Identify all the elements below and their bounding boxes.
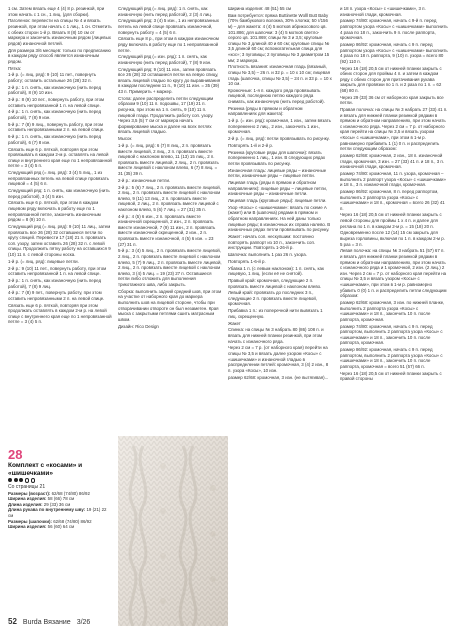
spec-label: Ширина изделия: bbox=[8, 496, 47, 502]
magazine-name: Burda Вязание bbox=[22, 619, 71, 626]
difficulty-dot-filled-icon bbox=[14, 478, 18, 482]
paragraph: Изнаночная гладь: лицевые ряды – изнаночные петли, изнаночные ряды – лицевые петли. bbox=[228, 167, 327, 179]
paragraph: Лицевая гладь (ряды в прямом и обратном направлениях): лицевые ряды – лицевые петли, изнаночные ряды – изнаночные петли. bbox=[228, 180, 328, 197]
model-reference: Со страницы 21 bbox=[8, 483, 46, 490]
paragraph: Следующий ряд (= изн. ряд): 1 п. снять, как изнаночную (нить перед работой), 7 (8) 9 изн. bbox=[118, 54, 212, 65]
difficulty-dot-filled-icon bbox=[19, 478, 23, 482]
paragraph: Следующий ряд (= лиц. ряд): 9 (10) 11 лиц., затем провязать все 26 (28) 32 оставшиеся петли по кругу спицей. Перевести 17 (18) 21 п. провязать соп. узору, затем оставить 26 (28) 32 п. с левой спицы. Продолжить пятку работу на оставшихся 9 (10) 11 п. с левой стороны носка. bbox=[8, 224, 111, 257]
page-number: 52 bbox=[8, 617, 17, 626]
paragraph: 4-й р.: 1 п. снять, как изнаночную (нить перед работой), 7 (8) 9 изн. bbox=[8, 109, 102, 120]
text-column-1 bbox=[8, 6, 112, 444]
spec-value: 19 (21) 22 см bbox=[8, 507, 107, 518]
paragraph: размер 62/68: кромочная, 3 изн. по нижней планке, выполнить 2 раппорта узора «Косы» с «шишечками» и 18 п., закончить 10 п. после раппорта, кромочная. bbox=[340, 299, 445, 322]
paragraph: Мысок bbox=[118, 136, 132, 142]
paragraph: Следующий ряд: 3 (4) 5 изн., 1 из непровязанных петель на левой спице провязать изнаночной, повернуть работу = 4 (5) 6 п. bbox=[118, 18, 219, 35]
spec-value: 56 (60) 64 см bbox=[47, 524, 75, 530]
paragraph: размер 74/80: кромочная, начать с 9 п. перед раппортом, выполнить 2 раппорта узора «Косы» с «шишечками» и 18 п., закончить 10 п. после раппорта, кромочная. bbox=[340, 323, 443, 346]
spec-label: Длина изделия: bbox=[8, 501, 43, 507]
paragraph: Стопа: далее распределить петли следующим образом 9 (10) 11 п. подошвы, 17 (19) 21 п. рисунка, при этом на 1 п. снять, 9 (10) 11 п. лицевой глади. Продолжить работу соп. узору. Через 3,5 (5) 7 см от маркера начать формирование мыска и далее на всех петлях вязать лицевой гладью. bbox=[118, 95, 214, 135]
paragraph: Левая полочка: на спицы № 3 набрать 51 (57) 67 п. и вязать для нижней планки резинкой рядами в прямом и обратном направлениях, при этом начать с изнаночного ряда и 1 кромочной, 2 изн. (2 лиц.) 2 изн. Через 2 см = 7 р. от наборного края перейти на спицы № 3,5 и вязать узором «Косы» с «шишечками», при этом в 1-м р. равномерно убавить 0 (0) 1 п. и распределить петли следующим образом: bbox=[340, 248, 447, 299]
paragraph: 4-й р.: 7 (8) 9 пет., повернуть работу, при этом оставить непровязанными 2 п. на левой спице. bbox=[8, 290, 105, 301]
paragraph: Вам потребуется: пряжа Buttinette Wolll Butt Baby (70% бамбукового волокна, 30% хлопка; 50 г/156 м) – для жакета: 4 (4) 5 мотков абрикосового цв. 101.886; для шапочки: 3 (4) 5 мотков светло-серого цв. 101.869; спицы № 3 и 3,5; круговые спицы № 3 длиной 40 и 60 см; круговые спицы № 3,5 длиной 60 см; вспомогательная спица для «кос»; 3 пуговицы; 2 пуговицы № 3 диаметром 15 мм; 2 маркера. bbox=[228, 12, 330, 63]
paragraph: размер 74/80: кромочная, 11 п. узора, кромочная – выполнить 2 раппорт узора «Косы» с «шишечками» и 18 п., 3 п. изнаночной глади, кромочная. bbox=[340, 170, 446, 188]
model-header bbox=[8, 448, 112, 530]
paragraph: Спинка: на спицы № 3 набрать 80 (86) 108 п. и вязать для нижней планки резинкой, при этом начать с изнаночного ряда. bbox=[228, 327, 324, 344]
paragraph: 1-й р. (= лиц. ряд): 6 (7) 8 лиц., 2 п. провязать вместе лицевой, 2 лиц., 2 п. провязать вместе лицевой с наклоном влево, 11 (13) 15 лиц., 2 п. провязать вместе лицевой, 2 лиц., 2 п. провязать вместе лицевой с наклоном влево, 6 (7) 8 лиц. = 31 (35) 39 п. bbox=[118, 142, 219, 176]
paragraph: 4-й р.: 4 (5) 6 изн., 2 п. провязать вместе изнаночной скрещенной, 2 изн., 2 п. провязать вместе изнаночной, 7 (9) 11 изн., 2 п. провязать вместе изнаночной скрещенной, 2 изн., 2 п. провязать вместе изнаночной, 4 (5) 6 изн. = 23 (27) 31 п. bbox=[118, 213, 216, 247]
spec-value: 62/68 (74/80) 86/92 bbox=[51, 490, 90, 496]
issue-number: 3/26 bbox=[76, 619, 91, 626]
paragraph: Правая полочка: на спицы № 3 набрать 27 (33) 41 п. и вязать для нижней планки резинкой рядами в прямом и обратном направлениях, при этом начать с изнаночного ряда. Через 2 см = 7 р. от наборного края перейти на спицы № 3,5 и вязать узором «Косы» с «шишечками», при этом в 1-м р. равномерно прибавить 1 (1) 0 п. и распределить петли следующим образом: bbox=[340, 107, 448, 152]
spec-line bbox=[8, 507, 112, 518]
paragraph: 1 см. Затем вязать еще 4 (4) 8 р. резинкой, при этом начать с 1 сн., 1 лиц. (для сборки). bbox=[8, 6, 105, 17]
paragraph: Левый край: провязать до последних 3 п., следующие 2 п. провязать вместе лицевой, кромочная. bbox=[228, 290, 318, 307]
model-title: Комплект с «косами» и «шишечками» bbox=[8, 462, 83, 477]
paragraph: Связать еще 6 р. пяткой, при этом в каждом лицевом ряду включать в работу еще по 1 непровязанной петле, закончить изнаночным рядом = 8 (9) 10 п. bbox=[8, 200, 101, 223]
paragraph: размер 86/92: кромочная, начать с 9 п. перед раппортом, выполнить 2 раппорта узора «Косы» с «шишечками» и 18 п., закончить 10 п. после раппорта, кромочная = всего 51 (57) 66 п. bbox=[340, 347, 443, 369]
paragraph: Через 29 (33) 36 см от наборного края закрыть все петли. bbox=[340, 94, 444, 106]
knit-photo-illustration bbox=[118, 436, 228, 626]
paragraph: Повторять 1-6-й р. bbox=[228, 258, 266, 264]
paragraph: размер 86/92: кромочная, 8 п. перед раппортом, выполнить 2 раппорта узора «Косы» с «шишечками» и 18 п., кромочная = всего 26 (32) 41 п. bbox=[340, 188, 445, 211]
paragraph: 3-й р.: 5 (6) 7 лиц., 2 п. провязать вместе лицевой, 2 лиц., 2 п. провязать вместе лицевой с наклоном влево, 9 (11) 13 лиц., 2 п. провязать вместе лицевой, 2 лиц., 2 п. провязать вместе лицевой с наклоном влево, 5 (6) 7 лиц. = 27 (31) 35 п. bbox=[118, 184, 221, 212]
paragraph: Через 16 (18) 20,5 см от нижней планки закрыть с правой стороны bbox=[340, 370, 442, 382]
spec-value: 58 (66) 78 см bbox=[47, 496, 75, 502]
paragraph: 1-й р. (= лиц. ряд): лицевые петли. bbox=[8, 258, 79, 264]
paragraph: Одновременно после 12 (14) 15 см закрыть для выреза горловины, включая по 1 п. в каждом 2-м р. 5 раз = 3 п. bbox=[340, 230, 445, 247]
paragraph: размер 62/68: кромочная, 3 изн. (не вытягивая)... bbox=[228, 374, 329, 380]
paragraph: размер 74/80: кромочная, начать с 9-й п. перед раппортом узора «Косы» с «шишечками» выполнить 4 раза по 18 п., закончить 9 п. после раппорта, кромочная. bbox=[340, 18, 448, 41]
paragraph: 1-й р. (= изн. ряд): кромочная, 1 изн., затем вязать попеременно 2 лиц., 2 изн., закончить 1 изн., кромочная. bbox=[228, 118, 331, 135]
difficulty-dot-filled-icon bbox=[8, 478, 12, 482]
paragraph: Правый край: кромочная, следующие 2 п. провязать вместе лицевой с наклоном влево. bbox=[228, 277, 322, 289]
paragraph: Повторять 1-й и 2-й р. bbox=[228, 142, 274, 148]
paragraph: 2-й р.: 1 п. снять, как изнаночную (нить перед работой), 8 (9) 10 изн. bbox=[8, 84, 102, 96]
paragraph: 5-й р.: 7 (8) 9 лиц., повернуть работу, при этом оставить непровязанными 2 п. на левой спице. bbox=[8, 121, 105, 133]
difficulty-rating bbox=[8, 478, 112, 483]
paragraph: Дизайн: Rico Design bbox=[118, 323, 159, 329]
paragraph: Через 2 см = 7 р. (от наборного края) перейти на спицы № 3,5 и вязать далее узором «Косы» с «шишечками» и изнаночной гладью в распределении петлей: кромочная, 3 (4) 2 изн., 8 п. узора «Косы», 10 изн. bbox=[228, 345, 329, 373]
paragraph: Резинка (круговые ряды для шапочки): вязать попеременно 1 лиц., 1 изн. В следующих рядах петли провязывать по рисунку. bbox=[228, 149, 326, 166]
model-number: 28 bbox=[8, 447, 23, 462]
paragraph: 2-й р.: изнаночные петли. bbox=[118, 177, 171, 183]
spec-value: 62/68 (74/80) 86/92 bbox=[53, 518, 92, 524]
paragraph: Через 16 (18) 20,5 см от нижней планки закрыть с обеих сторон для проймы 4 п. и затем в каждом ряду с обеих сторон для притачивания рукава закрыть для провязки по 1 п. и 2 раза по 1 п. = 62 (68) 80 п. bbox=[340, 65, 442, 93]
paragraph: 2-й р.: 9 (10) 11 пет., повернуть работу, при этом оставить непровязанной 1 п. на левой спице. bbox=[8, 265, 107, 277]
paragraph: Связать еще 8 р., при этом в каждом изнаночном ряду включать в работу еще по 1 непровязанной петле. bbox=[118, 36, 219, 53]
spec-label: Размеры (шапочки): bbox=[8, 518, 52, 524]
paragraph: Резинка (ряды в прямом и обратном направлениях для жакета): bbox=[228, 105, 303, 117]
paragraph: Следующий ряд (= лиц. ряд): 1 п. снять, как изнаночную (нить перед работой), 2 (3) 4 лиц. bbox=[118, 6, 212, 17]
paragraph: 5-й р.: 3 (4) 5 лиц., 2 п. провязать вместе лицевой, 2 лиц., 2 п. провязать вместе лицевой с наклоном влево, 5 (7) 9 лиц., 2 п. провязать вместе лицевой, 2 лиц., 2 п. провязать вместе лицевой с наклоном влево, 3 (4) 5 лиц. = 19 (23) 27 п. Оставшиеся петли либо отложить для выполнения трикотажного шва, либо закрыть. bbox=[118, 248, 222, 287]
text-column-3 bbox=[228, 6, 332, 640]
spec-value: 29 (33) 36 см bbox=[43, 501, 71, 507]
spec-label: Ширина изделия: bbox=[8, 524, 47, 530]
text-column-4 bbox=[340, 6, 448, 640]
model-specs bbox=[8, 491, 112, 530]
paragraph: 2-й р. (= лиц. ряд): петли провязывать по рисунку. bbox=[228, 136, 330, 142]
paragraph: Следующий ряд (= лиц. ряд): 3 (4) 5 лиц., 1 из непровязанных петель на левой спице провязать лицевой = 4 (5) 6 п. bbox=[8, 170, 109, 187]
paragraph: Связать еще 6 р. пяткой, повторяя при этом продолжать оставлять в каждом 2-м р. на левой спице с внутреннего края еще по 1 непровязанной петле = 3 (4) 5 п. bbox=[8, 302, 112, 325]
knit-detail-photo bbox=[118, 436, 228, 626]
text-column-2 bbox=[118, 6, 222, 436]
paragraph: Следующий ряд: 1 п. снять, как изнаночную (нить перед работой), 3 (4) 5 изн. bbox=[8, 188, 110, 199]
paragraph: Связать еще 6 р. пяткой, повторяя при этом провязывать в каждом 2-м р. оставлять на левой спице и внутреннего края еще по 1 непровязанной петле = 3 (4) 5 п. bbox=[8, 146, 112, 169]
paragraph: Паголенок: перевести на спицы № 4 и вязать резинкой, при этом начать с 1 лиц., 1 сн. Отметить с обеих сторон 1-й р. Вязать 8 (8) 10 см от маркера и закончить изнаночным рядом (лицевых рядов) изнаночной петлей. bbox=[8, 18, 112, 46]
paragraph: Следующий ряд: 9 (10) 11 изн., затем провязать все 26 (28) 32 оставшиеся петли на левую спицу, вязать лицевой гладью по кругу до выравнивания в каждом последнем 11 п., 9 (10) 11 изн. = 35 (39) 43 п. Примерить + маркер. bbox=[118, 66, 221, 95]
spec-label: Длина рукава по внутреннему шву: bbox=[8, 507, 86, 513]
paragraph: Узор «Косы» с «шишечками»: вязать по схеме А (жакет) или В (шапочка) рядами в прямом и обратном направлениях. На ней даны только лицевые ряды; в изнаночных их справа налево. В изнаночных рядах петли провязывать по рисунку. bbox=[228, 204, 331, 233]
paragraph: размер 62/68: кромочная, 2 изн., 18 п. изнаночной глади, кромочная, 3 изн. = 27 (33) 41 п. и 18 п., 3 п. изнаночной глади, кромочная. bbox=[340, 152, 445, 170]
paragraph: Пятка: bbox=[8, 65, 22, 71]
paragraph: Жакет bbox=[228, 320, 241, 326]
page-footer bbox=[8, 617, 90, 626]
paragraph: Кромочные: 1-я п. каждого ряда провязывать лицевой, последнюю петлю каждого ряда снимать, как изнаночную (нить перед работой). bbox=[228, 87, 325, 105]
paragraph: Через 16 (18) 20,5 см от нижней планки закрыть с левой стороны для проймы 1 х 4 п. и далее для реглана по 1 п. в каждом 2-м р. = 15 (18) 20 п. bbox=[340, 212, 442, 229]
paragraph: Сборка: выполнить задний средний шов, при этом на участке от наборного края до маркера выполнить шов на лицевой стороне, чтобы при отворачивании отвороте он был незаметен. Края мыска с закрытыми петлями сшить матрасным швом. bbox=[118, 288, 222, 322]
paragraph: 1-й р. (= лиц. ряд): 9 (10) 11 пет., повернуть работу; оставить остальные 26 (28) 32 п. bbox=[8, 72, 97, 83]
paragraph: 6-й р.: 1 п. снять, как изнаночную (нить перед работой), 6 (7) 8 изн. bbox=[8, 134, 102, 145]
paragraph: Убавка 1 п. (с левым наклоном): 1 п. снять, как лицевую, 1 лиц. (если её не снятой). bbox=[228, 265, 324, 277]
paragraph: Лицевая гладь (круговые ряды): лицевые петли. bbox=[228, 198, 327, 204]
paragraph: и 18 п. узора «Косы» с «шишечками», 3 п. изнаночной глади, кромочная. bbox=[340, 6, 426, 17]
spec-line bbox=[8, 524, 112, 530]
paragraph: Для размера 3/6 месяцев: только по предписанию в каждом ряду способ является изнаночным рядом. bbox=[8, 47, 111, 64]
paragraph: Шапочка: выполнить 1 раз 26 п. узора. bbox=[228, 251, 307, 257]
difficulty-dot-empty-icon bbox=[25, 478, 30, 483]
paragraph: 3-й р.: 1 п. снять, как изнаночную (нить перед работой), 7 (8) 9 лиц. bbox=[8, 277, 102, 289]
paragraph: Плотность вязания: изнаночная гладь (вязаный, спицы № 3,5) – 26 п. и 32 р. = 10 х 10 см; лицевая гладь (шапочка, спицы № 3,5) – 24 п. и 33 р. = 10 х 10 см. bbox=[228, 64, 332, 87]
paragraph: Жакет: начать соп. нескупшим: постоянно повторять раппорт из 10 п., закончить соп. инструкции. Повторять 1-26-й р. bbox=[228, 234, 316, 251]
difficulty-dot-empty-icon bbox=[31, 478, 36, 483]
paragraph: 3-й р.: 8 (9) 10 пет., повернуть работу, при этом оставить непровязанной 1 п. на левой спице. bbox=[8, 97, 105, 108]
paragraph: размер 86/92: кромочная, начать с 9 п. перед раппортом узора «Косы» с «шишечками» выполнить 4 раза по 18 п. раппорта, 9 (10) п. узора = всего 80 (92) 110 п. bbox=[340, 41, 448, 64]
paragraph: Ширина изделия: 48 (51) 55 см bbox=[228, 6, 291, 11]
spec-label: Размеры (возраст): bbox=[8, 490, 51, 496]
paragraph: Прибавка 1 п.: из поперечной нити вывязать 1 лиц. скрещенную. bbox=[228, 308, 323, 319]
